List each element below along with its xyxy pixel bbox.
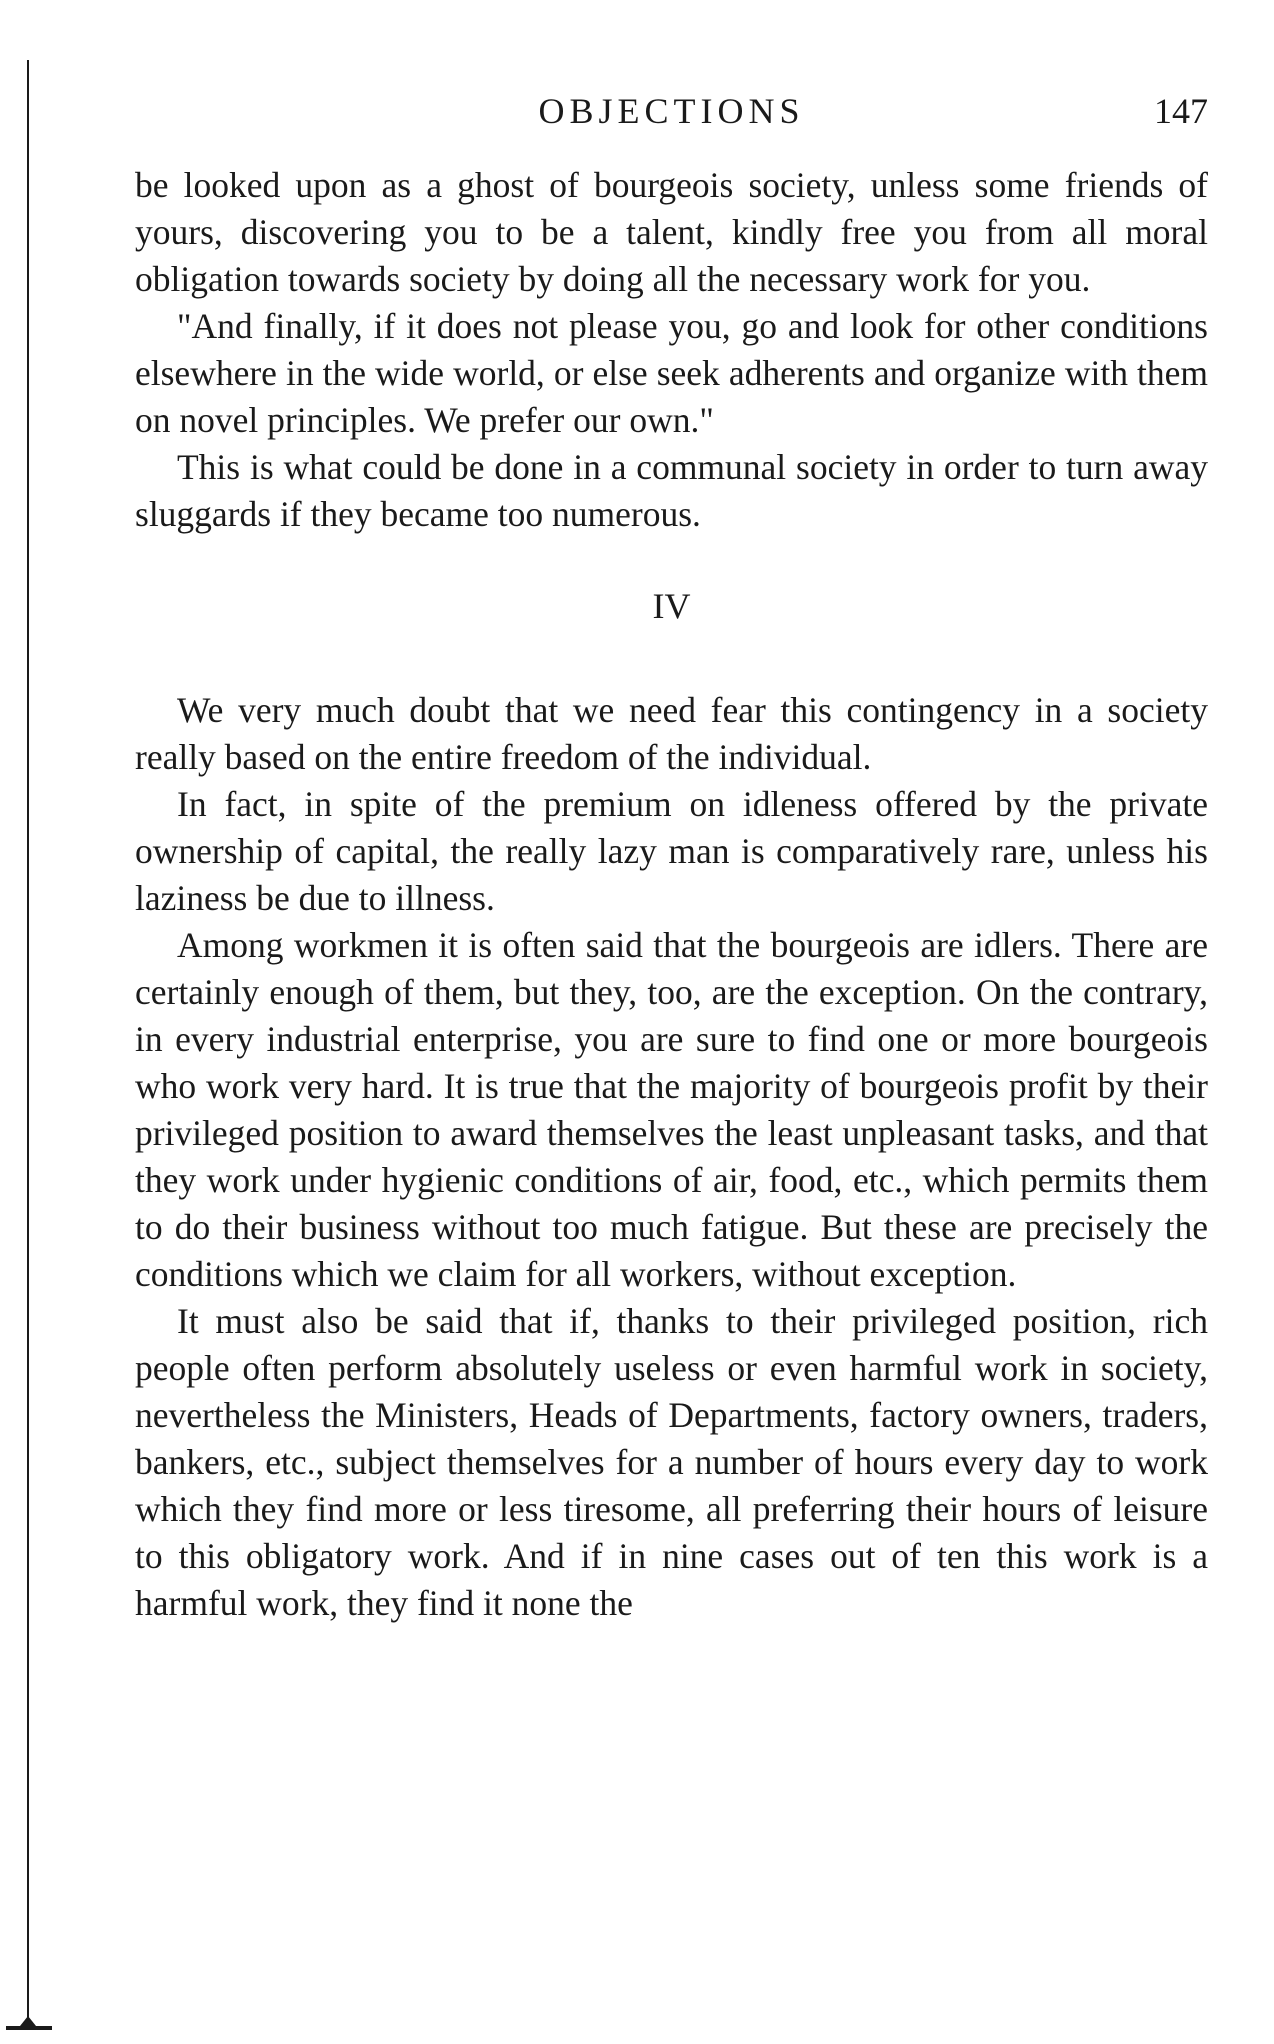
page-binding-foot <box>6 2026 52 2030</box>
page-number: 147 <box>1154 91 1208 131</box>
page-header <box>135 86 1208 136</box>
running-head: OBJECTIONS <box>538 91 805 131</box>
paragraph: In fact, in spite of the premium on idleness offered by the private ownership of capital, the really lazy man is comparatively rare, unless his laziness be due to illness. <box>135 784 1208 918</box>
section-heading: IV <box>652 586 691 626</box>
paragraph-continued: be looked upon as a ghost of bourgeois society, unless some friends of yours, discovering you to be a talent, kindly free you from all moral obligation towards society by doing all the necessary work for you. <box>135 165 1208 299</box>
paragraph: We very much doubt that we need fear this contingency in a society really based on the entire freedom of the individual. <box>135 690 1208 777</box>
paragraph: It must also be said that if, thanks to their privileged position, rich people often perform absolutely useless or even harmful work in society, nevertheless the Ministers, Heads of Departments, factory owners, traders, bankers, etc., subject themselves for a number of hours every day to work which they find more or less tiresome, all preferring their hours of leisure to this obligatory work. And if in nine cases out of ten this work is a harmful work, they find it none the <box>135 1301 1208 1623</box>
page-binding-line <box>27 60 29 2030</box>
paragraph: Among workmen it is often said that the bourgeois are idlers. There are certainly enough of them, but they, too, are the exception. On the contrary, in every industrial enterprise, you are sure to find one or more bourgeois who work very hard. It is true that the majority of bourgeois profit by their privileged position to award themselves the least unpleasant tasks, and that they work under hygienic conditions of air, food, etc., which permits them to do their business without too much fatigue. But these are precisely the conditions which we claim for all workers, without exception. <box>135 925 1208 1294</box>
paragraph: "And finally, if it does not please you, go and look for other conditions elsewhere in the wide world, or else seek adherents and organize with them on novel principles. We prefer our own." <box>135 306 1208 440</box>
body-text <box>135 162 1208 1627</box>
paragraph: This is what could be done in a communal society in order to turn away sluggards if they became too numerous. <box>135 447 1208 534</box>
